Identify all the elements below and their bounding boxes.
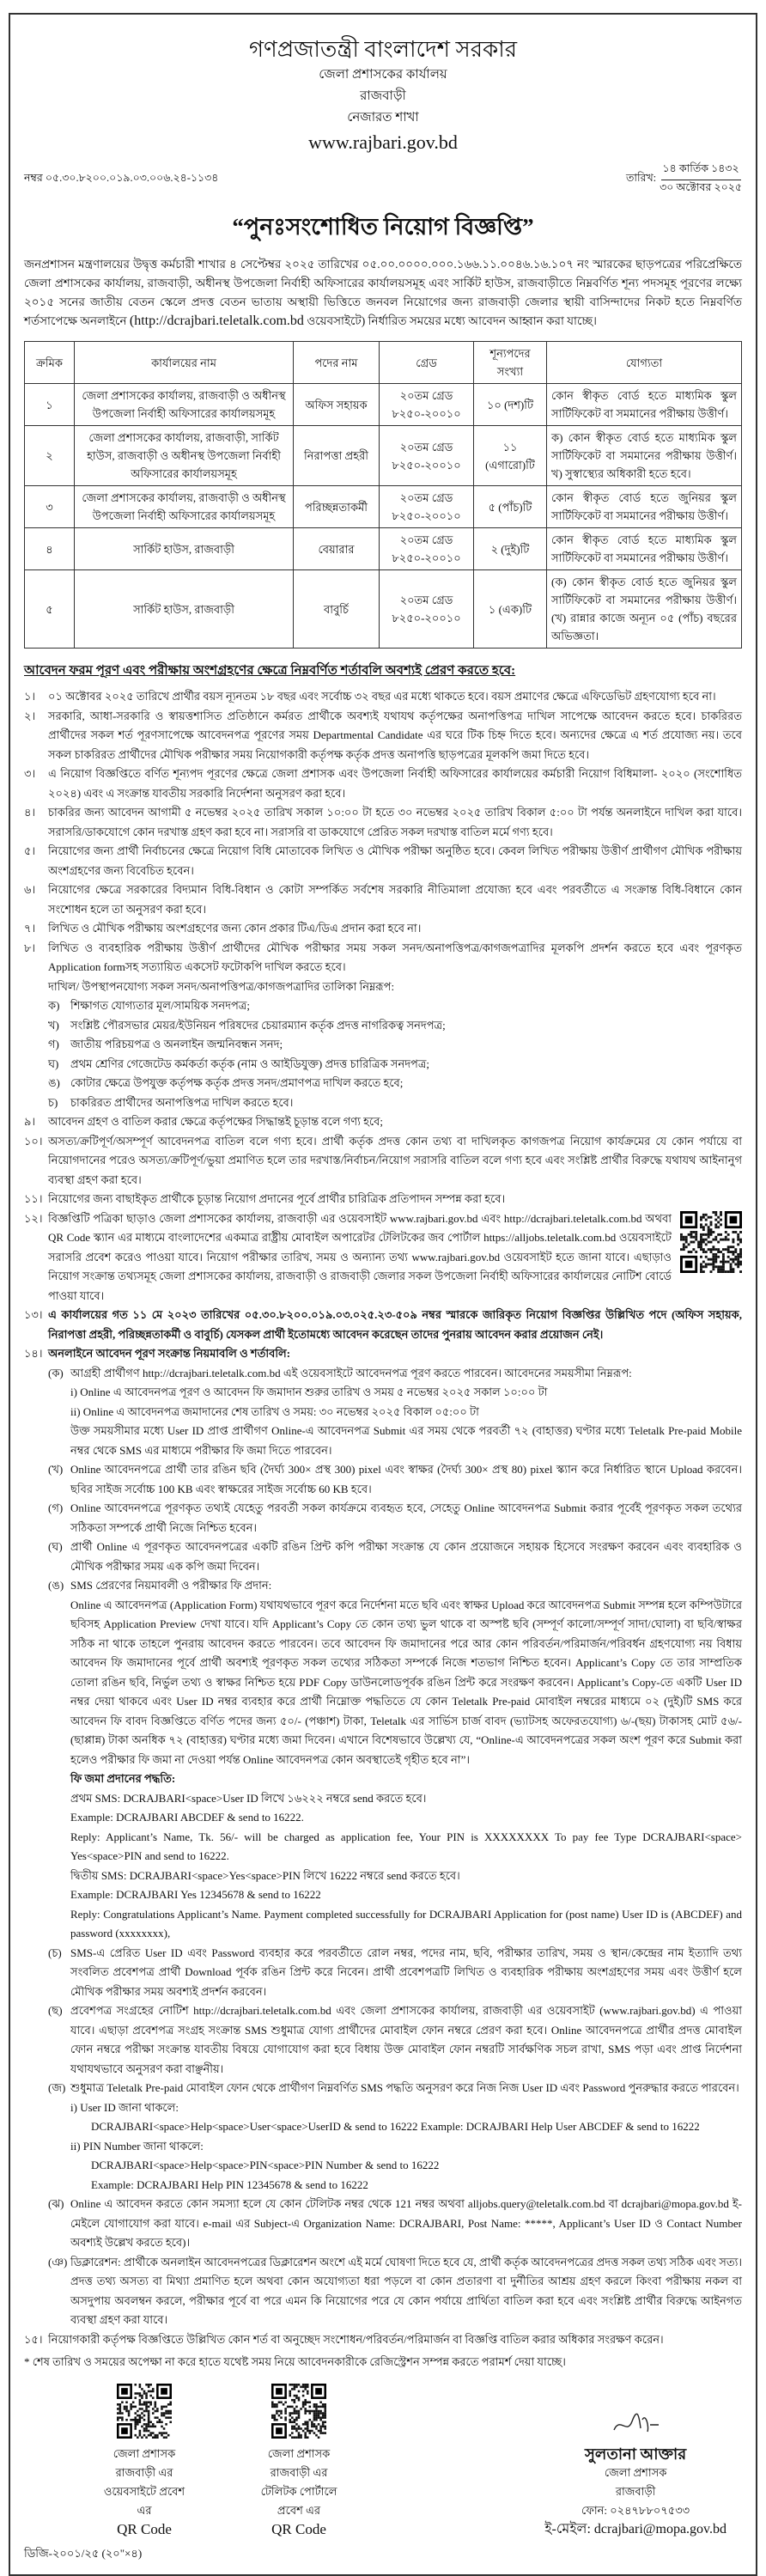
sub-condition-body xyxy=(70,1035,742,1055)
condition-body xyxy=(48,687,742,707)
condition-body xyxy=(48,707,742,765)
condition-item xyxy=(24,1112,742,1132)
condition-number: ১০। xyxy=(24,1134,43,1148)
sub-condition-number: (ছ) xyxy=(48,2004,63,2017)
memo-number: নম্বর ০৫.৩০.৮২০০.০১৯.০৩.০০৬.২৪-১১৩৪ xyxy=(24,172,219,184)
sub-condition-item xyxy=(48,1035,742,1055)
conditions-heading: আবেদন ফরম পূরণ এবং পরীক্ষায় অংশগ্রহণের ক্ষেত্রে নিম্নবর্ণিত শর্তাবলি অবশ্যই প্রেরণ করতে হবে: xyxy=(24,664,516,678)
sub-condition-item xyxy=(48,2253,742,2330)
sub-condition-item xyxy=(48,1944,742,2002)
condition-paragraph: এ কার্যালয়ের গত ১১ মে ২০২৩ তারিখের ০৫.৩০.৮২০০.০১৯.০৩.০২৫.২৩-৫০৯ নম্বর স্মারকে জারিকৃত নিয়োগ বিজ্ঞপ্তির উল্লিখিত পদে (অফিস সহায়ক, নিরাপত্তা প্রহরী, পরিচ্ছন্নতাকর্মী ও বাবুর্চি) যেসকল প্রার্থী ইতোমধ্যে আবেদন করেছেন তাদের পুনরায় আবেদন করার প্রয়োজন নেই। xyxy=(48,1308,742,1341)
qr-label-line: রাজবাড়ী এর xyxy=(115,2466,173,2479)
condition-paragraph: নিয়োগকারী কর্তৃপক্ষ বিজ্ঞপ্তিতে উল্লিখিত কোন শর্ত বা অনুচ্ছেদ সংশোধন/পরিবর্তন/পরিমার্জন বা বিজ্ঞপ্তি বাতিল করার অধিকার সংরক্ষণ করেন। xyxy=(48,2332,664,2346)
pay-scale-text: ৮২৫০-২০০১০ xyxy=(392,458,461,472)
condition-paragraph: জাতীয় পরিচয়পত্র ও অনলাইন জন্মনিবন্ধন সনদ; xyxy=(70,1038,283,1050)
sub-condition-item xyxy=(48,1460,742,1499)
qr-caption: QR Code xyxy=(117,2521,172,2537)
sub-condition-item xyxy=(48,1576,742,1944)
condition-paragraph: শিক্ষাগত যোগ্যতার মূল/সাময়িক সনদপত্র; xyxy=(70,999,250,1012)
column-header: গ্রেড xyxy=(380,342,474,384)
qr-label-line: ওয়েবসাইটে প্রবেশ xyxy=(103,2485,185,2498)
condition-number: ১৩। xyxy=(24,1308,43,1321)
print-code: ডিজি-২০০১/২৫ (২০"×৪) xyxy=(24,2547,143,2560)
column-header: যোগ্যতা xyxy=(547,342,742,384)
qr-code-icon[interactable] xyxy=(247,2384,350,2445)
condition-paragraph: Example: DCRAJBARI Help PIN 12345678 & send to 16222 xyxy=(91,2177,368,2191)
date-gregorian: ৩০ অক্টোবর ২০২৫ xyxy=(660,181,742,193)
condition-number: ৫। xyxy=(24,844,36,857)
condition-paragraph: Online আবেদনপত্রে পূরণকৃত তথ্যই যেহেতু পরবর্তী সকল কার্যক্রমে ব্যবহৃত হবে, সেহেতু Online আবেদনপত্র Submit করার পূর্বেই পূরণকৃত সকল তথ্যের সঠিকতা সম্পর্কে প্রার্থী নিজে নিশ্চিত হবেন। xyxy=(70,1501,742,1534)
condition-item xyxy=(24,687,742,707)
condition-number: ৯। xyxy=(24,1115,36,1128)
footer xyxy=(24,2384,742,2539)
grade-cell xyxy=(380,570,474,649)
sub-condition-body xyxy=(70,1538,742,1576)
condition-paragraph: ০১ অক্টোবর ২০২৫ তারিখে প্রার্থীর বয়স ন্যূনতম ১৮ বছর এবং সর্বোচ্চ ৩২ বছর এর মধ্যে থাকতে হবে। বয়স প্রমাণের ক্ষেত্রে এফিডেভিট গ্রহণযোগ্য হবে না। xyxy=(48,690,716,703)
vacancy-cell: ১ (এক)টি xyxy=(474,570,547,649)
condition-item xyxy=(24,939,742,1113)
serial-cell: ৩ xyxy=(25,486,75,528)
sub-condition-body xyxy=(70,2253,742,2330)
condition-item xyxy=(24,764,742,803)
date-label: তারিখ: xyxy=(626,172,657,184)
condition-item xyxy=(24,803,742,842)
column-header: কার্যালয়ের নাম xyxy=(75,342,294,384)
sub-condition-body xyxy=(70,1093,742,1113)
condition-number: ১৫। xyxy=(24,2332,43,2346)
sub-condition-body xyxy=(70,1364,742,1461)
sub-condition-item xyxy=(48,1093,742,1113)
table-row xyxy=(25,528,742,570)
condition-paragraph: লিখিত ও ব্যবহারিক পরীক্ষায় উত্তীর্ণ প্রার্থীদের মৌখিক পরীক্ষার সময় সকল সনদ/অনাপত্তিপত্র/কাগজপত্রাদির মূলকপি প্রদর্শন করতে হবে এবং পূরণকৃত Application formসহ সত্যায়িত একসেট ফটোকপি দাখিল করতে হবে। xyxy=(48,941,742,973)
qr-block-teletalk xyxy=(247,2384,350,2539)
serial-cell: ১ xyxy=(25,384,75,426)
grade-text: ২০তম গ্রেড xyxy=(399,491,453,504)
condition-paragraph: Reply: Applicant’s Name, Tk. 56/- will be charged as application fee, Your PIN is XXXXXXXX To pay fee Type DCRAJBARI<space> Yes<space>PIN and send to 16222. xyxy=(70,1830,742,1862)
sub-condition-item xyxy=(48,1016,742,1036)
grade-cell xyxy=(380,528,474,570)
sub-condition-number: (গ) xyxy=(48,1501,64,1514)
intro-url[interactable]: (http://dcrajbari.teletalk.com.bd xyxy=(129,314,304,328)
condition-paragraph: অনলাইনে আবেদন পূরণ সংক্রান্ত নিয়মাবলি ও শর্তাবলি: xyxy=(48,1347,291,1360)
condition-number: ১২। xyxy=(24,1211,43,1225)
condition-number: ১৪। xyxy=(24,1347,43,1360)
condition-body xyxy=(48,2330,742,2350)
date-block xyxy=(626,161,742,198)
condition-paragraph: Online আবেদনপত্রে প্রার্থী তার রঙিন ছবি (দৈর্ঘ্য 300× প্রস্থ 300) pixel এবং স্বাক্ষর (দৈর্ঘ্য 300× প্রস্থ 80) pixel স্ক্যান করে নির্ধারিত স্থানে Upload করবেন। ছবির সাইজ সর্বোচ্চ 100 KB এবং স্বাক্ষরের সাইজ সর্বোচ্চ 60 KB হবে। xyxy=(70,1463,742,1495)
website-link[interactable]: www.rajbari.gov.bd xyxy=(308,131,458,153)
condition-paragraph: কোটার ক্ষেত্রে উপযুক্ত কর্তৃপক্ষ কর্তৃক প্রদত্ত সনদ/প্রমাণপত্র দাখিল করতে হবে; xyxy=(70,1076,404,1089)
notice-document xyxy=(9,13,757,2576)
condition-paragraph: অসত্য/ক্রটিপূর্ণ/অসম্পূর্ণ আবেদনপত্র বাতিল বলে গণ্য হবে। প্রার্থী কর্তৃক প্রদত্ত কোন তথ্য বা দাখিলকৃত কাগজপত্র নিয়োগ কার্যক্রমের যে কোন পর্যায়ে বা নিয়োগদানের পরেও অসত্য/ক্রটিপূর্ণ/ভুয়া প্রমাণিত হলে তার দরখাস্ত/নির্বাচন/নিয়োগ সরাসরি বাতিল বলে গণ্য হবে এবং সংশ্লিষ্ট প্রার্থীর বিরুদ্ধে যথাযথ আইনানুগ ব্যবস্থা গ্রহণ করা হবে। xyxy=(48,1134,742,1186)
condition-number: ৪। xyxy=(24,806,36,819)
intro-paragraph xyxy=(24,255,742,331)
qr-caption: QR Code xyxy=(271,2521,326,2537)
condition-item xyxy=(24,2330,742,2350)
condition-paragraph: i) User ID জানা থাকলে: xyxy=(70,2100,179,2114)
vacancy-cell: ১১ (এগারো)টি xyxy=(474,426,547,486)
condition-paragraph: Online এ আবেদন করতে কোন সমস্যা হলে যে কোন টেলিটক নম্বর থেকে 121 নম্বর অথবা alljobs.query@teletalk.com.bd বা dcrajbari@mopa.gov.bd ই-মেইলে যোগাযোগ করা যাবে। e-mail এর Subject-এ Organization Name: DCRAJBARI, Post Name: *****, Applicant’s User ID ও Contact Number অবশ্যই উল্লেখ করতে হবে)। xyxy=(70,2197,742,2249)
condition-paragraph: DCRAJBARI<space>Help<space>PIN<space>PIN Number & send to 16222 xyxy=(91,2159,440,2171)
intro-tail: ওয়েবসাইটে) নির্ধারিত সময়ের মধ্যে আবেদন আহ্বান করা যাচ্ছে। xyxy=(307,314,598,327)
pay-scale-text: ৮২৫০-২০০১০ xyxy=(392,407,461,420)
condition-paragraph: Example: DCRAJBARI Yes 12345678 & send to 16222 xyxy=(70,1888,321,1901)
serial-cell: ৪ xyxy=(25,528,75,570)
condition-number: ৩। xyxy=(24,767,36,780)
condition-number: ৮। xyxy=(24,941,36,954)
table-row xyxy=(25,570,742,649)
grade-text: ২০তম গ্রেড xyxy=(399,389,453,402)
condition-paragraph: Example: DCRAJBARI ABCDEF & send to 16222. xyxy=(70,1811,304,1824)
branch-name: নেজারত শাখা xyxy=(347,111,419,125)
sub-condition-number: (ঘ) xyxy=(48,1540,63,1553)
sub-condition-body xyxy=(70,1576,742,1944)
qualification-cell: কোন স্বীকৃত বোর্ড হতে মাধ্যমিক স্কুল সার্টিফিকেট বা সমমানের পরীক্ষায় উত্তীর্ণ। xyxy=(547,528,742,570)
grade-cell xyxy=(380,486,474,528)
condition-paragraph: Reply: Congratulations Applicant’s Name. Payment completed successfully for DCRAJBARI Application for (post name) User ID is (ABCDEF) and password (xxxxxxxx), xyxy=(70,1907,742,1940)
grade-text: ২০তম গ্রেড xyxy=(399,440,453,454)
condition-item xyxy=(24,880,742,919)
sub-condition-number: (জ) xyxy=(48,2081,66,2094)
grade-cell xyxy=(380,384,474,426)
condition-number: ২। xyxy=(24,709,36,722)
grade-text: ২০তম গ্রেড xyxy=(399,533,453,546)
grade-cell xyxy=(380,426,474,486)
pay-scale-text: ৮২৫০-২০০১০ xyxy=(392,612,461,624)
sub-condition-number: (চ) xyxy=(48,1946,62,1959)
notice-title: “পুনঃসংশোধিত নিয়োগ বিজ্ঞপ্তি” xyxy=(232,214,534,240)
sub-condition-item xyxy=(48,1074,742,1093)
qr-code-icon[interactable] xyxy=(93,2384,196,2445)
condition-paragraph: Online এ আবেদনপত্র (Application Form) যথাযথভাবে পূরণ করে নির্দেশনা মতে ছবি এবং স্বাক্ষর Upload করে আবেদনপত্র Submit সম্পন্ন হলে কম্পিউটারে ছবিসহ Application Preview দেখা যাবে। যদি Applicant’s Copy তে কোন তথ্য ভুল থাকে বা অস্পষ্ট ছবি (সম্পূর্ণ কালো/সম্পূর্ণ সাদা/ঘোলা) বা ছবি/স্বাক্ষর সঠিক না থাকে তাহলে পুনরায় আবেদন করতে পারবেন। তবে আবেদন ফি জমাদানের পরে আর কোন পরিবর্তন/পরিমার্জন/পরিবর্ধন গ্রহণযোগ্য নয় বিধায় আবেদন ফি জমাদানের পূর্বে প্রার্থী অবশ্যই পূরণকৃত সকল তথ্যের সঠিকতা সম্পর্কে নিজে শতভাগ নিশ্চিত হবেন। Applicant’s Copy তে তার সাম্প্রতিক তোলা রঙিন ছবি, নির্ভুল তথ্য ও স্বাক্ষর নিশ্চিত হয়ে PDF Copy ডাউনলোডপূর্বক রঙিন প্রিন্ট করে সংরক্ষণ করবেন। Applicant’s Copy-তে একটি User ID নম্বর দেয়া থাকবে এবং User ID নম্বর ব্যবহার করে প্রার্থী নিম্নোক্ত পদ্ধতিতে যে কোন Teletalk Pre-paid মোবাইল নম্বরের মাধ্যমে ০২ (দুই)টি SMS করে আবেদন ফি বাবদ বিজ্ঞপ্তিতে বর্ণিত পদের জন্য ৫০/- (পঞ্চাশ) টাকা, Teletalk এর সার্ভিস চার্জ বাবদ (ভ্যাটসহ অফেরতযোগ্য) ৬/-(ছয়) টাকাসহ মোট ৫৬/- (ছাপ্পান্ন) টাকা অনধিক ৭২ (বাহাত্তর) ঘণ্টার মধ্যে জমা দিবেন। এখানে বিশেষভাবে উল্লেখ্য যে, “Online-এ আবেদনপত্রের সকল অংশ পূরণ করে Submit করা হলেও পরীক্ষার ফি জমা না দেওয়া পর্যন্ত Online আবেদনপত্র কোন অবস্থাতেই গৃহীত হবে না”। xyxy=(70,1598,742,1766)
condition-paragraph: নিয়োগের জন্য প্রার্থী নির্বাচনের ক্ষেত্রে নিয়োগ বিধি মোতাবেক লিখিত ও মৌখিক পরীক্ষা অনুষ্ঠিত হবে। কেবল লিখিত পরীক্ষায় উত্তীর্ণ প্রার্থীগণ মৌখিক পরীক্ষায় অংশগ্রহণের জন্য বিবেচিত হবেন। xyxy=(48,844,742,877)
sub-condition-number: (ঞ) xyxy=(48,2255,68,2268)
condition-body xyxy=(48,842,742,880)
condition-item xyxy=(24,842,742,880)
column-header: ক্রমিক xyxy=(25,342,75,384)
sub-condition-item xyxy=(48,1364,742,1461)
table-row xyxy=(25,486,742,528)
office-cell: জেলা প্রশাসকের কার্যালয়, রাজবাড়ী ও অধীনস্থ উপজেলা নির্বাহী অফিসারের কার্যালয়সমূহ xyxy=(75,486,294,528)
sub-condition-body xyxy=(70,1055,742,1075)
condition-body xyxy=(48,1132,742,1191)
letterhead xyxy=(24,35,742,156)
condition-body xyxy=(48,1112,742,1132)
condition-paragraph: ii) PIN Number জানা থাকলে: xyxy=(70,2139,204,2153)
signatory-name: সুলতানা আক্তার xyxy=(585,2445,687,2463)
sub-condition-number: গ) xyxy=(48,1038,59,1050)
condition-paragraph: চাকরিরত প্রার্থীদের অনাপত্তিপত্র দাখিল করতে হবে। xyxy=(70,1095,294,1109)
sub-condition-number: (ঙ) xyxy=(48,1579,64,1592)
handwritten-signature-icon xyxy=(610,2409,661,2439)
office-cell: সার্কিট হাউস, রাজবাড়ী xyxy=(75,570,294,649)
condition-item xyxy=(24,1344,742,2330)
sub-condition-number: চ) xyxy=(48,1095,58,1109)
condition-paragraph: সংশ্লিষ্ট পৌরসভার মেয়র/ইউনিয়ন পরিষদের চেয়ারম্যান কর্তৃক প্রদত্ত নাগরিকত্ব সনদপত্র; xyxy=(70,1018,446,1032)
post-cell: পরিচ্ছন্নতাকর্মী xyxy=(294,486,380,528)
qr-label-line: টেলিটক পোর্টালে xyxy=(260,2485,337,2498)
qr-code-icon[interactable] xyxy=(680,1211,742,1280)
sub-condition-number: ক) xyxy=(48,999,60,1012)
pay-scale-text: ৮২৫০-২০০১০ xyxy=(392,509,461,522)
condition-body xyxy=(48,764,742,803)
condition-paragraph: দ্বিতীয় SMS: DCRAJBARI<space>Yes<space>PIN লিখে 16222 নম্বরে send করতে হবে। xyxy=(70,1868,460,1882)
condition-paragraph: এ নিয়োগ বিজ্ঞপ্তিতে বর্ণিত শূন্যপদ পূরণের ক্ষেত্রে জেলা প্রশাসক এবং উপজেলা নির্বাহী অফিসারের কার্যালয়ের কর্মচারী নিয়োগ বিধিমালা- ২০২০ (সংশোধিত ২০২৪) এবং এ সংক্রান্ত যাবতীয় সরকারি নির্দেশনা অনুসরণ করা হবে। xyxy=(48,767,742,800)
signatory-email-row xyxy=(544,2520,726,2539)
condition-body xyxy=(48,1190,742,1209)
condition-body xyxy=(48,803,742,842)
sub-condition-body xyxy=(70,1499,742,1538)
condition-paragraph: প্রবেশপত্র সংগ্রহের নোটিশ http://dcrajbari.teletalk.com.bd এবং জেলা প্রশাসকের কার্যালয়, রাজবাড়ী এর ওয়েবসাইট (www.rajbari.gov.bd) এ পাওয়া যাবে। এছাড়া প্রবেশপত্র সংগ্রহ সংক্রান্ত SMS শুধুমাত্র যোগ্য প্রার্থীদের মোবাইল ফোন নম্বরে প্রেরণ করা হবে। Online আবেদনপত্রে প্রার্থীর প্রদত্ত মোবাইল ফোন নম্বরে পরীক্ষা সংক্রান্ত যাবতীয় বিষয়ে যোগাযোগ করা হবে বিধায় উক্ত মোবাইল ফোন নম্বরটি সার্বক্ষণিক সচল রাখা, SMS পড়া এবং প্রাপ্ত নির্দেশনা যথাযথভাবে অনুসরণ করা বাঞ্ছনীয়। xyxy=(70,2004,742,2075)
sub-condition-number: ঘ) xyxy=(48,1057,59,1070)
email-link[interactable]: dcrajbari@mopa.gov.bd xyxy=(593,2522,726,2536)
memo-row xyxy=(24,161,742,198)
condition-paragraph: SMS প্রেরণের নিয়মাবলী ও পরীক্ষার ফি প্রদান: xyxy=(70,1579,272,1592)
condition-body xyxy=(48,880,742,919)
sub-condition-number: ঙ) xyxy=(48,1076,60,1089)
condition-paragraph: আবেদন গ্রহণ ও বাতিল করার ক্ষেত্রে কর্তৃপক্ষের সিদ্ধান্তই চূড়ান্ত বলে গণ্য হবে; xyxy=(48,1115,384,1128)
condition-paragraph: ফি জমা প্রদানের পদ্ধতি: xyxy=(70,1772,176,1785)
condition-paragraph: উক্ত সময়সীমার মধ্যে User ID প্রাপ্ত প্রার্থীগণ Online-এ আবেদনপত্র Submit এর সময় থেকে পরবর্তী ৭২ (বাহাত্তর) ঘণ্টার মধ্যে Teletalk Pre-paid Mobile নম্বর থেকে SMS এর মাধ্যমে পরীক্ষার ফি জমা দিতে পারবেন। xyxy=(70,1424,742,1457)
post-cell: বাবুর্চি xyxy=(294,570,380,649)
advice-note: * শেষ তারিখ ও সময়ের অপেক্ষা না করে হাতে যথেষ্ট সময় নিয়ে আবেদনকারীকে রেজিস্ট্রেশন সম্পন্ন করতে পরামর্শ দেয়া যাচ্ছে। xyxy=(24,2355,566,2368)
condition-paragraph: শুধুমাত্র Teletalk Pre-paid মোবাইল ফোন থেকে প্রার্থীগণ নিম্নবর্ণিত SMS পদ্ধতি অনুসরণ করে নিজ নিজ User ID এবং Password পুনরুদ্ধার করতে পারবেন। xyxy=(70,2081,739,2094)
pay-scale-text: ৮২৫০-২০০১০ xyxy=(392,551,461,564)
sub-condition-number: (খ) xyxy=(48,1463,64,1476)
qr-label-line: রাজবাড়ী এর xyxy=(270,2466,328,2479)
qr-label-line: এর xyxy=(137,2504,152,2517)
condition-body xyxy=(48,919,742,939)
sub-condition-body xyxy=(70,996,742,1016)
sub-condition-item xyxy=(48,2195,742,2253)
office-cell: জেলা প্রশাসকের কার্যালয়, রাজবাড়ী, সার্কিট হাউস, রাজবাড়ী ও অধীনস্থ উপজেলা নির্বাহী অফিসারের কার্যালয়সমূহ xyxy=(75,426,294,486)
condition-item xyxy=(24,1306,742,1344)
post-cell: বেয়ারার xyxy=(294,528,380,570)
sub-condition-body xyxy=(70,1944,742,2002)
signatory-district: রাজবাড়ী xyxy=(615,2485,656,2498)
condition-number: ১। xyxy=(24,690,36,703)
sub-condition-body xyxy=(70,2079,742,2195)
condition-paragraph: নিয়োগের ক্ষেত্রে সরকারের বিদ্যমান বিধি-বিধান ও কোটা সম্পর্কিত সর্বশেষ সরকারি নীতিমালা প্রযোজ্য হবে এবং পরবর্তীতে এ সংক্রান্ত বিধি-বিধানে কোন সংশোধন হলে তা অনুসরণ করা হবে। xyxy=(48,883,742,916)
sub-condition-body xyxy=(70,2195,742,2253)
condition-paragraph: ii) Online এ আবেদনপত্র জমাদানের শেষ তারিখ ও সময়: ৩০ নভেম্বর ২০২৫ বিকাল ০৫:০০ টা xyxy=(70,1404,479,1418)
vacancy-cell: ২ (দুই)টি xyxy=(474,528,547,570)
condition-body xyxy=(48,1306,742,1344)
intro-text: জনপ্রশাসন মন্ত্রণালয়ের উদ্বৃত্ত কর্মচারী শাখার ৪ সেপ্টেম্বর ২০২৫ তারিখের ০৫.০০.০০০০.০০০.১৬৬.১১.০০৪৬.১৬.১০৭ নং স্মারকের ছাড়পত্রের পরিপ্রেক্ষিতে জেলা প্রশাসকের কার্যালয়, রাজবাড়ী, অধীনস্থ উপজেলা নির্বাহী অফিসারের কার্যালয়সমূহ এবং সার্কিট হাউস, রাজবাড়ীতে নিম্নবর্ণিত শূন্য পদসমূহ পূরণের লক্ষ্যে ২০১৫ সনের জাতীয় বেতন স্কেলে প্রদত্ত বেতন ভাতায় অস্থায়ী ভিত্তিতে জনবল নিয়োগের জন্য রাজবাড়ী জেলার স্থায়ী বাসিন্দাদের নিকট হতে নিম্নবর্ণিত শর্তসাপেক্ষে অনলাইনে xyxy=(24,258,742,327)
sub-condition-item xyxy=(48,996,742,1016)
condition-paragraph: প্রার্থী Online এ পূরণকৃত আবেদনপত্রের একটি রঙিন প্রিন্ট কপি পরীক্ষা সংক্রান্ত যে কোন প্রয়োজনে সহায়ক হিসেবে সংরক্ষণ করবেন এবং ব্যবহারিক ও মৌখিক পরীক্ষার সময় এক কপি জমা দিবেন। xyxy=(70,1540,742,1573)
signature-block xyxy=(544,2409,726,2539)
email-label: ই-মেইল: xyxy=(544,2522,591,2536)
sub-condition-item xyxy=(48,2001,742,2079)
post-cell: অফিস সহায়ক xyxy=(294,384,380,426)
condition-number: ১১। xyxy=(24,1192,43,1205)
sub-condition-body xyxy=(70,1460,742,1499)
condition-paragraph: SMS-এ প্রেরিত User ID এবং Password ব্যবহার করে পরবর্তীতে রোল নম্বর, পদের নাম, ছবি, পরীক্ষার তারিখ, সময় ও স্থান/কেন্দ্রের নাম ইত্যাদি তথ্য সংবলিত প্রবেশপত্র প্রার্থী Download পূর্বক রঙিন প্রিন্ট করে নিবেন। প্রার্থী প্রবেশপত্রটি লিখিত ও ব্যবহারিক পরীক্ষায় অংশগ্রহণের সময় এবং উত্তীর্ণ হলে মৌখিক পরীক্ষার সময় অবশ্যই প্রদর্শন করবেন। xyxy=(70,1946,742,1998)
qualification-cell: কোন স্বীকৃত বোর্ড হতে জুনিয়র স্কুল সার্টিফিকেট বা সমমানের পরীক্ষায় উত্তীর্ণ। xyxy=(547,486,742,528)
sub-condition-item xyxy=(48,1538,742,1576)
signatory-phone: ফোন: ০২৪৭৮৮০৭৫৩৩ xyxy=(581,2504,690,2517)
condition-item xyxy=(24,1209,742,1306)
condition-paragraph: প্রথম শ্রেণির গেজেটেড কর্মকর্তা কর্তৃক (নাম ও আইডিযুক্ত) প্রদত্ত চারিত্রিক সনদপত্র; xyxy=(70,1057,430,1070)
condition-item xyxy=(24,919,742,939)
sub-condition-body xyxy=(70,1016,742,1036)
qualification-cell: ক) কোন স্বীকৃত বোর্ড হতে মাধ্যমিক স্কুল সার্টিফিকেট বা সমমানের পরীক্ষায় উত্তীর্ণ। খ) সুস্বাস্থ্যের অধিকারী হতে হবে। xyxy=(547,426,742,486)
condition-paragraph: ডিক্লারেশন: প্রার্থীকে অনলাইন আবেদনপত্রের ডিক্লারেশন অংশে এই মর্মে ঘোষণা দিতে হবে যে, প্রার্থী কর্তৃক আবেদনপত্রের প্রদত্ত সকল তথ্য সঠিক এবং সত্য। প্রদত্ত তথ্য অসত্য বা মিথ্যা প্রমাণিত হলে অথবা কোন অযোগ্যতা ধরা পড়লে বা কোন প্রতারণা বা দুর্নীতির আশ্রয় গ্রহণ করলে কিংবা পরীক্ষায় নকল বা অসদুপায় অবলম্বন করলে, পরীক্ষার পূর্বে বা পরে এমন কি নিয়োগের পরে যে কোন পর্যায়ে প্রার্থিতা বাতিল করা হবে এবং সংশ্লিষ্ট প্রার্থীর বিরুদ্ধে আইনগত ব্যবস্থা গ্রহণ করা যাবে। xyxy=(70,2255,742,2326)
condition-paragraph: i) Online এ আবেদনপত্র পূরণ ও আবেদন ফি জমাদান শুরুর তারিখ ও সময় ৫ নভেম্বর ২০২৫ সকাল ১০:০০ টা xyxy=(70,1385,548,1398)
office-cell: সার্কিট হাউস, রাজবাড়ী xyxy=(75,528,294,570)
condition-number: ৭। xyxy=(24,922,36,935)
conditions-list xyxy=(24,687,742,2349)
qr-block-website xyxy=(93,2384,196,2539)
grade-text: ২০তম গ্রেড xyxy=(399,594,453,606)
sub-condition-item xyxy=(48,2079,742,2195)
condition-paragraph: প্রথম SMS: DCRAJBARI<space>User ID লিখে ১৬২২২ নম্বরে send করতে হবে। xyxy=(70,1791,427,1805)
table-row xyxy=(25,384,742,426)
condition-paragraph: সরকারি, আধা-সরকারি ও স্বায়ত্তশাসিত প্রতিষ্ঠানে কর্মরত প্রার্থীকে অবশ্যই যথাযথ কর্তৃপক্ষের অনাপত্তিপত্র দাখিল সাপেক্ষে আবেদন করতে হবে। চাকরিরত প্রার্থীদের সকল শর্ত পূরণসাপেক্ষে আবেদনপত্র পূরণের সময় Departmental Candidate এর ঘরে টিক চিহ্ন দিতে হবে। অন্যদের ক্ষেত্রে এ শর্ত প্রযোজ্য নয়। তবে সকল চাকরিরত প্রার্থীদের মৌখিক পরীক্ষার সময় নিয়োগকারী কর্তৃপক্ষ কর্তৃক প্রদত্ত অনাপত্তি ছাড়পত্রের মূলকপি জমা দিতে হবে। xyxy=(48,709,742,761)
condition-item xyxy=(24,1132,742,1191)
sub-condition-number: খ) xyxy=(48,1018,59,1032)
sub-condition-body xyxy=(70,2001,742,2079)
qr-label-line: প্রবেশ এর xyxy=(277,2504,321,2517)
date-bangla: ১৪ কার্তিক ১৪৩২ xyxy=(661,161,741,180)
condition-paragraph: বিজ্ঞপ্তিটি পত্রিকা ছাড়াও জেলা প্রশাসকের কার্যালয়, রাজবাড়ী এর ওয়েবসাইট www.rajbari.gov.bd এবং http://dcrajbari.teletalk.com.bd অথবা QR Code স্ক্যান এর মাধ্যমে বাংলাদেশের একমাত্র রাষ্ট্রীয় মোবাইল অপারেটর টেলিটকের জব পোর্টাল https://alljobs.teletalk.com.bd ওয়েবসাইটে সরাসরি প্রবেশ করেও পাওয়া যাবে। নিয়োগ পরীক্ষার তারিখ, সময় ও অন্যান্য তথ্য www.rajbari.gov.bd ওয়েবসাইট হতে জানা যাবে। এছাড়াও নিয়োগ সংক্রান্ত তথ্যসমূহ জেলা প্রশাসকের কার্যালয়, রাজবাড়ী ও রাজবাড়ী জেলার সকল উপজেলা নির্বাহী অফিসারের কার্যালয়ের নোটিশ বোর্ডে পাওয়া যাবে। xyxy=(48,1211,672,1302)
condition-body xyxy=(48,1209,742,1306)
condition-paragraph: চাকরির জন্য আবেদন আগামী ৫ নভেম্বর ২০২৫ তারিখ সকাল ১০:০০ টা হতে ৩০ নভেম্বর ২০২৫ তারিখ বিকাল ৫:০০ টা পর্যন্ত অনলাইনে দাখিল করা যাবে। সরাসরি/ডাকযোগে কোন দরখাস্ত গ্রহণ করা হবে না। সরাসরি বা ডাকযোগে প্রেরিত সকল দরখাস্ত বাতিল মর্মে গণ্য হবে। xyxy=(48,806,742,838)
condition-paragraph: নিয়োগের জন্য বাছাইকৃত প্রার্থীকে চূড়ান্ত নিয়োগ প্রদানের পূর্বে প্রার্থীর চারিত্রিক প্রতিপাদন সম্পন্ন করা হবে। xyxy=(48,1192,506,1205)
column-header: শূন্যপদের সংখ্যা xyxy=(474,342,547,384)
condition-item xyxy=(24,707,742,765)
condition-body xyxy=(48,1344,742,2330)
serial-cell: ৫ xyxy=(25,570,75,649)
post-cell: নিরাপত্তা প্রহরী xyxy=(294,426,380,486)
column-header: পদের নাম xyxy=(294,342,380,384)
vacancy-cell: ১০ (দশ)টি xyxy=(474,384,547,426)
district-name: রাজবাড়ী xyxy=(360,89,406,103)
qualification-cell: (ক) কোন স্বীকৃত বোর্ড হতে জুনিয়র স্কুল সার্টিফিকেট বা সমমানের পরীক্ষায় উত্তীর্ণ। (খ) রান্নার কাজে অন্যূন ০৫ (পাঁচ) বছরের অভিজ্ঞতা। xyxy=(547,570,742,649)
sub-condition-number: (ঝ) xyxy=(48,2197,64,2210)
office-name: জেলা প্রশাসকের কার্যালয় xyxy=(319,68,447,82)
condition-paragraph: দাখিল/ উপস্থাপনযোগ্য সকল সনদ/অনাপত্তিপত্র/কাগজপত্রাদির তালিকা নিম্নরূপ: xyxy=(48,979,395,993)
sub-condition-item xyxy=(48,1499,742,1538)
qr-label-line: জেলা প্রশাসক xyxy=(267,2447,331,2460)
table-row xyxy=(25,426,742,486)
qr-label-line: জেলা প্রশাসক xyxy=(112,2447,176,2460)
condition-item xyxy=(24,1190,742,1209)
condition-paragraph: আগ্রহী প্রার্থীগণ http://dcrajbari.teletalk.com.bd এই ওয়েবসাইটে আবেদনপত্র পূরণ করতে পারবেন। আবেদনের সময়সীমা নিম্নরূপ: xyxy=(70,1366,632,1379)
condition-body xyxy=(48,939,742,1113)
signatory-designation: জেলা প্রশাসক xyxy=(604,2466,667,2479)
serial-cell: ২ xyxy=(25,426,75,486)
government-name: গণপ্রজাতন্ত্রী বাংলাদেশ সরকার xyxy=(248,37,518,62)
office-cell: জেলা প্রশাসকের কার্যালয়, রাজবাড়ী ও অধীনস্থ উপজেলা নির্বাহী অফিসারের কার্যালয়সমূহ xyxy=(75,384,294,426)
sub-condition-item xyxy=(48,1055,742,1075)
sub-condition-number: (ক) xyxy=(48,1366,64,1379)
condition-paragraph: লিখিত ও মৌখিক পরীক্ষায় অংশগ্রহণের জন্য কোন প্রকার টিএ/ডিএ প্রদান করা হবে না। xyxy=(48,922,422,935)
vacancy-cell: ৫ (পাঁচ)টি xyxy=(474,486,547,528)
condition-number: ৬। xyxy=(24,883,36,896)
sub-condition-body xyxy=(70,1074,742,1093)
qualification-cell: কোন স্বীকৃত বোর্ড হতে মাধ্যমিক স্কুল সার্টিফিকেট বা সমমানের পরীক্ষায় উত্তীর্ণ। xyxy=(547,384,742,426)
condition-paragraph: DCRAJBARI<space>Help<space>User<space>UserID & send to 16222 Example: DCRAJBARI Help User ABCDEF & send to 16222 xyxy=(91,2120,700,2133)
vacancy-table xyxy=(24,341,742,649)
